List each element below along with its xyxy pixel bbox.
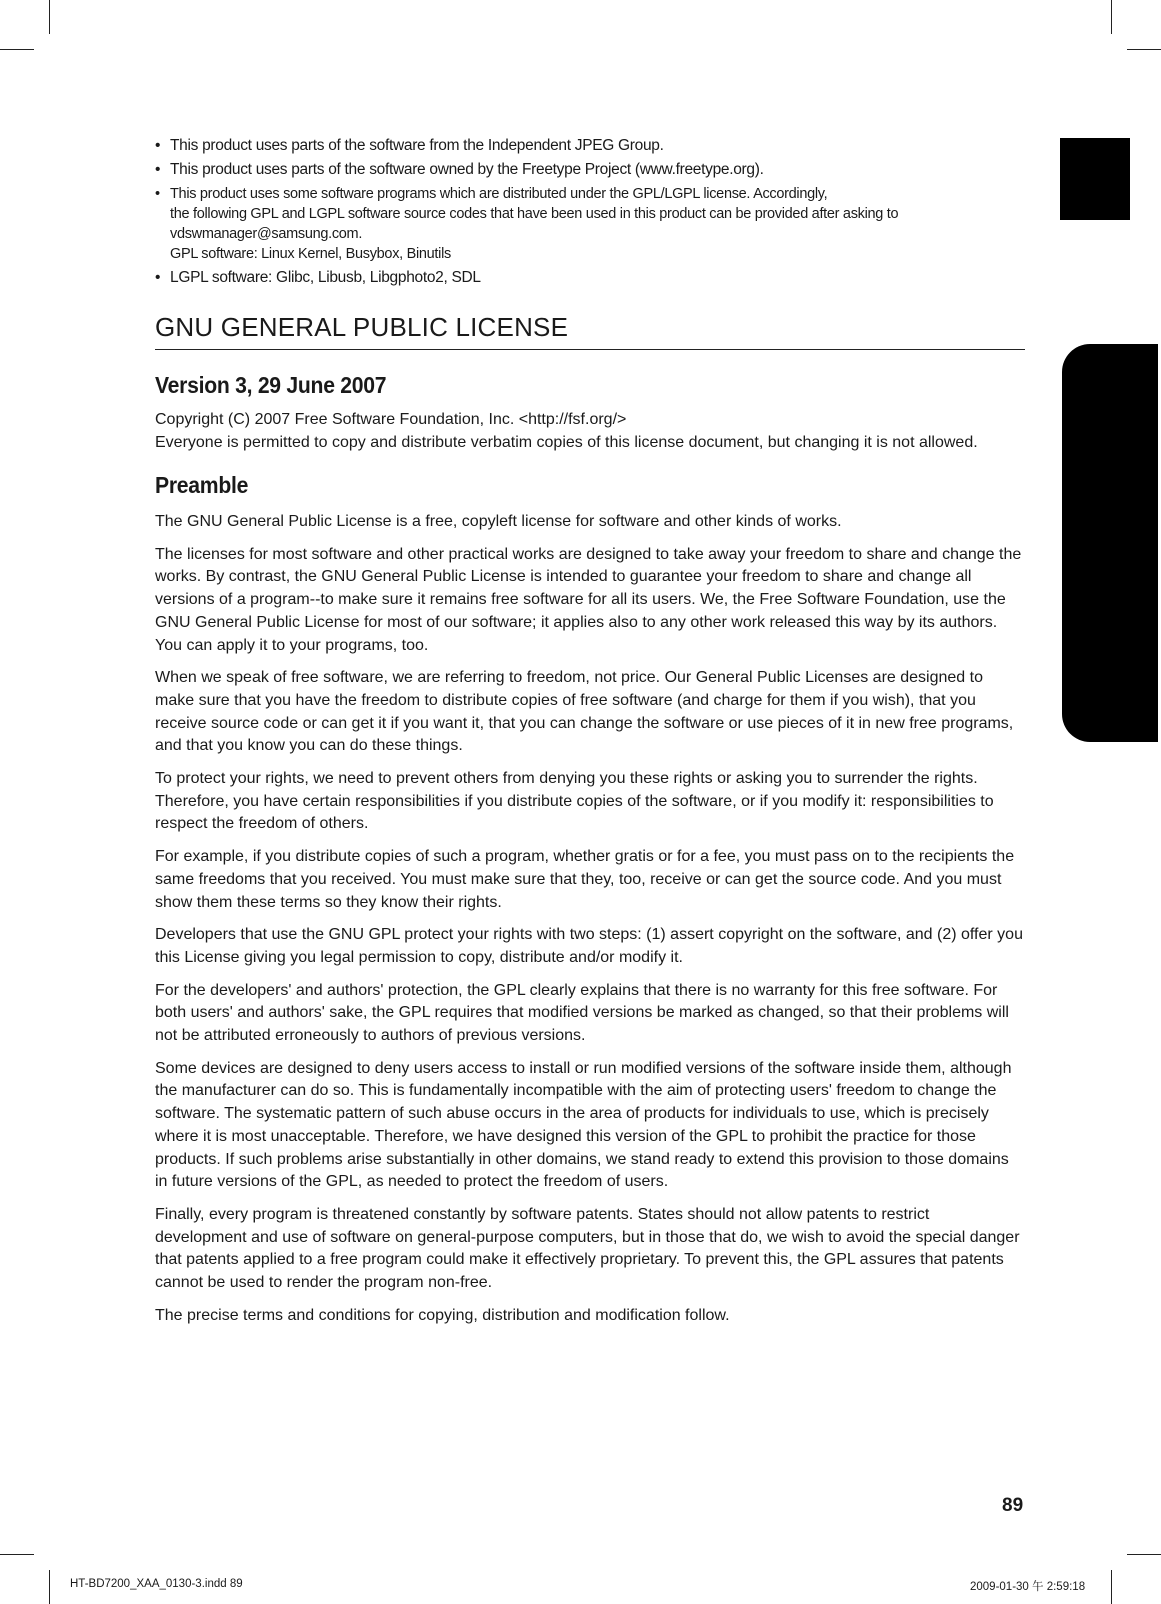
crop-mark [49, 1570, 50, 1604]
section-tab-top [1060, 138, 1130, 220]
paragraph: When we speak of free software, we are referring to freedom, not price. Our General Public Licenses are designed to make sure that you have the freedom to distribute copies of free software (and charge for them if you wish), that you receive source code or can get it if you want it, that you can change the software or use pieces of it in new free programs, and that you know you can do these things. [155, 669, 1014, 755]
copyright-line: Copyright (C) 2007 Free Software Foundation, Inc. <http://fsf.org/> [155, 411, 627, 428]
list-item: • This product uses parts of the software owned by the Freetype Project (www.freetype.org). [155, 161, 764, 178]
page-content [155, 136, 1025, 1338]
crop-mark [0, 49, 34, 50]
license-title: GNU GENERAL PUBLIC LICENSE [155, 312, 1025, 350]
footer-file-name: HT-BD7200_XAA_0130-3.indd 89 [70, 1578, 243, 1590]
page-number: 89 [1002, 1495, 1024, 1516]
paragraph: Developers that use the GNU GPL protect your rights with two steps: (1) assert copyright on the software, and (2) offer you this License giving you legal permission to copy, distribute and/or modify it. [155, 926, 1023, 966]
preamble-body [155, 511, 1025, 1328]
crop-mark [0, 1554, 34, 1555]
paragraph: For the developers' and authors' protection, the GPL clearly explains that there is no warranty for this free software. For both users' and authors' sake, the GPL requires that modified versions be marked as changed, so that their problems will not be attributed erroneously to authors of previous versions. [155, 981, 1009, 1045]
software-notice-list [155, 136, 1025, 288]
paragraph: Some devices are designed to deny users access to install or run modified versions of the software inside them, although the manufacturer can do so. This is fundamentally incompatible with the aim of protecting users' freedom to change the software. The systematic pattern of such abuse occurs in the area of products for individuals to use, which is precisely where it is most unacceptable. Therefore, we have designed this version of the GPL to prohibit the practice for those products. If such problems arise substantially in other domains, we stand ready to extend this provision to those domains in future versions of the GPL, as needed to protect the freedom of users. [155, 1059, 1012, 1191]
paragraph: The GNU General Public License is a free, copyleft license for software and other kinds of works. [155, 513, 842, 530]
copyright-notice [155, 409, 1025, 454]
paragraph: The licenses for most software and other practical works are designed to take away your freedom to share and change the works. By contrast, the GNU General Public License is intended to guarantee your freedom to share and change all versions of a program--to make sure it remains free software for all its users. We, the Free Software Foundation, use the GNU General Public License for most of our software; it applies also to any other work released this way by its authors. You can apply it to your programs, too. [155, 545, 1022, 654]
crop-mark [1111, 0, 1112, 34]
version-heading: Version 3, 29 June 2007 [155, 372, 387, 398]
crop-mark [1127, 1554, 1161, 1555]
list-item: • LGPL software: Glibc, Libusb, Libgphoto2, SDL [155, 269, 481, 286]
bullet-icon: • [155, 269, 161, 286]
footer-timestamp: 2009-01-30 午 2:59:18 [970, 1581, 1086, 1593]
list-item: • This product uses some software programs which are distributed under the GPL/LGPL license. Accordingly, the following GPL and LGPL software source codes that have been used in this product can be provided after asking to vdswmanager@samsung.com. GPL software: Linux Kernel, Busybox, Binutils [155, 186, 899, 262]
paragraph: To protect your rights, we need to prevent others from denying you these rights or asking you to surrender the rights. Therefore, you have certain responsibilities if you distribute copies of the software, or if you modify it: responsibilities to respect the freedom of others. [155, 770, 994, 833]
bullet-icon: • [155, 161, 161, 178]
crop-mark [1111, 1570, 1112, 1604]
paragraph: For example, if you distribute copies of such a program, whether gratis or for a fee, you must pass on to the recipients the same freedoms that you received. You must make sure that they, too, receive or can get the source code. And you must show them these terms so they know their rights. [155, 848, 1015, 911]
bullet-icon: • [155, 186, 160, 202]
copyright-line: Everyone is permitted to copy and distribute verbatim copies of this license document, but changing it is not allowed. [155, 433, 978, 451]
crop-mark [1127, 49, 1161, 50]
paragraph: The precise terms and conditions for copying, distribution and modification follow. [155, 1306, 730, 1324]
preamble-heading: Preamble [155, 472, 249, 498]
bullet-icon: • [155, 137, 161, 154]
paragraph: Finally, every program is threatened constantly by software patents. States should not allow patents to restrict development and use of software on general-purpose computers, but in those that do, we wish to avoid the special danger that patents applied to a free program could make it effectively proprietary. To prevent this, the GPL assures that patents cannot be used to render the program non-free. [155, 1205, 1020, 1292]
list-item: • This product uses parts of the software from the Independent JPEG Group. [155, 137, 664, 154]
section-tab-side [1062, 344, 1158, 742]
crop-mark [49, 0, 50, 34]
